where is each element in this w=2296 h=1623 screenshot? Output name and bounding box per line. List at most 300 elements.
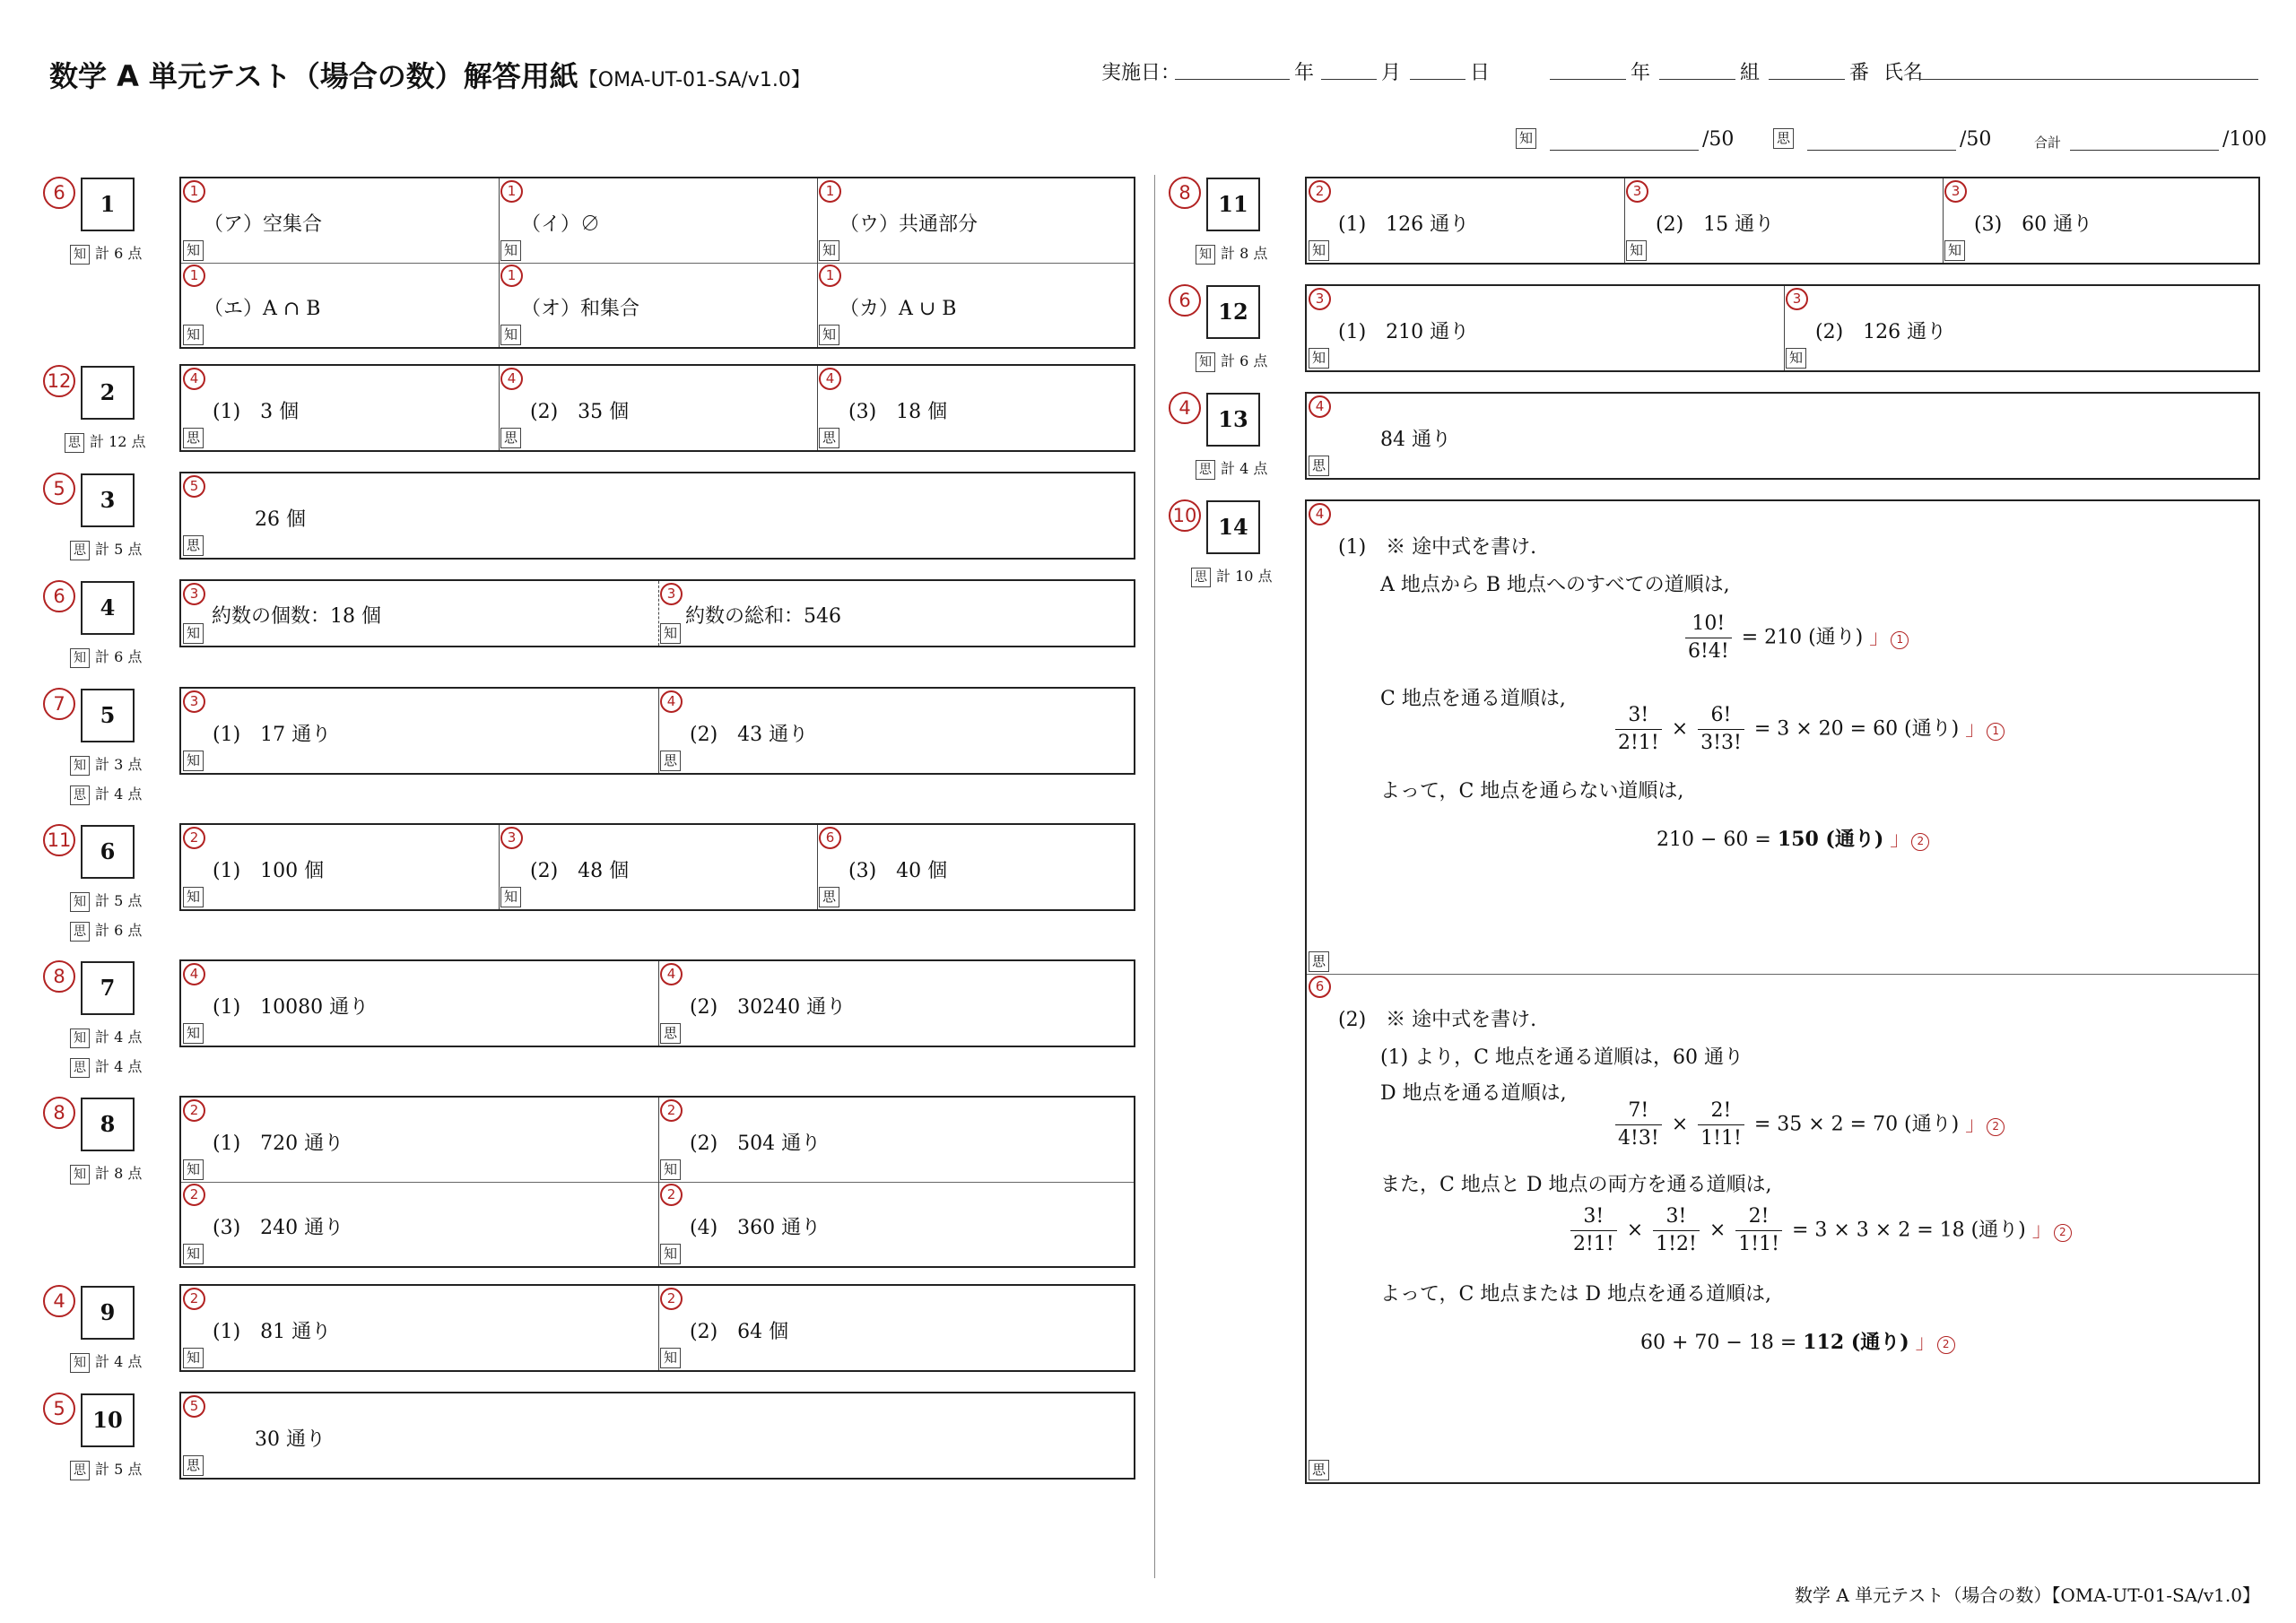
answer-text: (2) 15 通り	[1656, 213, 1775, 236]
ki-score-tag: 知	[1516, 128, 1536, 149]
q5-answer-box	[179, 687, 1135, 775]
q12-pts-text: 計 6 点	[1221, 352, 1268, 369]
answer-text: (1) 10080 通り	[213, 996, 370, 1019]
grade-field[interactable]	[1550, 57, 1626, 80]
q11-cell-1[interactable]	[1307, 178, 1624, 263]
numerator: 3!	[1653, 1203, 1700, 1231]
q8-cell-1[interactable]	[181, 1098, 658, 1182]
work-line: D 地点を通る道順は,	[1380, 1082, 1567, 1105]
partial-score-circle: 4	[1309, 395, 1331, 418]
q8-number: 8	[81, 1098, 135, 1151]
q7-pts1-text: 計 4 点	[95, 1028, 143, 1046]
q2-cell-1[interactable]	[181, 366, 499, 450]
category-tag: 知	[500, 325, 521, 345]
date-label: 実施日：	[1101, 62, 1181, 84]
partial-score-circle: 3	[500, 827, 523, 849]
answer-text: (1) 720 通り	[213, 1133, 344, 1155]
category-tag: 思	[1309, 1460, 1329, 1480]
grade-label: 年	[1631, 62, 1651, 84]
q1-cell-o[interactable]	[499, 263, 817, 347]
answer-text: (2) 126 通り	[1815, 321, 1947, 343]
answer-text: (1) 81 通り	[213, 1321, 332, 1343]
category-tag: 思	[183, 1455, 204, 1476]
partial-score-circle: 3	[1309, 288, 1331, 310]
partial-score-circle: 4	[660, 963, 683, 985]
category-tag: 思	[660, 1023, 681, 1044]
q1-cell-e[interactable]	[181, 263, 499, 347]
answer-text: 26 個	[255, 508, 306, 531]
q7-cell-1[interactable]	[181, 961, 658, 1046]
q4-answer-box	[179, 579, 1135, 647]
category-tag: 知	[500, 240, 521, 261]
fraction	[1685, 611, 1732, 665]
q8-cell-3[interactable]	[181, 1182, 658, 1266]
answer-text: (2) 35 個	[530, 401, 630, 423]
number-field[interactable]	[1769, 57, 1845, 80]
q6-cell-1[interactable]	[181, 825, 499, 909]
answer-text: (1) 210 通り	[1338, 321, 1470, 343]
q5-tag-ki: 知	[70, 756, 90, 776]
answer-text: (1) 126 通り	[1338, 213, 1470, 236]
q1-points	[70, 242, 142, 265]
q4-cell-sum[interactable]	[658, 581, 1134, 646]
q6-cell-3[interactable]	[817, 825, 1134, 909]
q2-score-circle: 12	[43, 365, 75, 397]
q11-points	[1196, 242, 1267, 265]
q2-answer-box	[179, 364, 1135, 452]
q5-score-circle: 7	[43, 688, 75, 720]
q1-tag: 知	[70, 245, 90, 265]
q7-number: 7	[81, 961, 135, 1015]
equation-left: 210 − 60 =	[1657, 829, 1771, 851]
answer-text: 約数の個数：18 個	[212, 605, 381, 628]
q3-answer-box	[179, 472, 1135, 560]
answer-text: (2) 504 通り	[690, 1133, 822, 1155]
partial-score-circle: 6	[819, 827, 841, 849]
year-label: 年	[1294, 62, 1315, 84]
answer-text: (4) 360 通り	[690, 1217, 822, 1239]
category-tag: 知	[660, 1159, 681, 1180]
equation-result: = 210 (通り)	[1741, 626, 1864, 649]
q11-number: 11	[1206, 178, 1260, 231]
denominator: 6!4!	[1688, 640, 1729, 663]
partial-score-circle: 1	[183, 265, 205, 287]
name-field[interactable]	[1919, 57, 2258, 80]
category-tag: 知	[183, 623, 204, 644]
q6-pts1-text: 計 5 点	[95, 892, 143, 909]
q7-cell-2[interactable]	[658, 961, 1134, 1046]
grading-mark: 」 2	[1965, 1114, 2003, 1136]
q9-points	[70, 1350, 142, 1373]
numerator: 3!	[1615, 702, 1662, 730]
day-label: 日	[1470, 62, 1491, 84]
q14-part2[interactable]	[1307, 974, 2258, 1482]
q12-tag: 知	[1196, 352, 1215, 372]
answer-text: 約数の総和：546	[685, 605, 841, 628]
shi-score-tag: 思	[1773, 128, 1794, 149]
partial-score-circle: 6	[1309, 976, 1331, 998]
numerator: 2!	[1698, 1098, 1744, 1125]
category-tag: 思	[183, 535, 204, 556]
q9-score-circle: 4	[43, 1285, 75, 1317]
q12-answer-box	[1305, 284, 2260, 372]
fraction	[1570, 1203, 1617, 1258]
grading-mark: 」 1	[1965, 718, 2003, 741]
q12-score-circle: 6	[1169, 284, 1201, 317]
title-code: 【OMA-UT-01-SA/v1.0】	[578, 69, 811, 91]
q2-number: 2	[81, 366, 135, 420]
q5-cell-1[interactable]	[181, 689, 658, 773]
final-answer: 112 (通り)	[1803, 1331, 1909, 1354]
mark-circle: 2	[1911, 833, 1929, 851]
denominator: 1!1!	[1738, 1233, 1779, 1255]
q1-cell-ka[interactable]	[817, 263, 1134, 347]
category-tag: 思	[819, 887, 839, 907]
denominator: 2!1!	[1618, 732, 1659, 754]
answer-text: （カ）A ∪ B	[839, 298, 957, 320]
category-tag: 知	[660, 1244, 681, 1264]
denominator: 1!1!	[1700, 1127, 1742, 1150]
total-score-max: /100	[2222, 128, 2267, 151]
work-line: よって，C 地点を通らない道順は,	[1380, 780, 1684, 803]
partial-score-circle: 3	[1786, 288, 1808, 310]
numerator: 10!	[1685, 611, 1732, 638]
q2-cell-3[interactable]	[817, 366, 1134, 450]
partial-score-circle: 1	[500, 265, 523, 287]
denominator: 1!2!	[1656, 1233, 1697, 1255]
q11-cell-2[interactable]	[1624, 178, 1943, 263]
q8-cell-2[interactable]	[658, 1098, 1134, 1182]
q11-score-circle: 8	[1169, 177, 1201, 209]
answer-text: (2) 64 個	[690, 1321, 789, 1343]
q1-cell-u[interactable]	[817, 178, 1134, 263]
score-totals	[1516, 128, 2265, 155]
student-info-header	[1101, 57, 2258, 86]
numerator: 6!	[1698, 702, 1744, 730]
q9-number: 9	[81, 1286, 135, 1340]
equation-result: = 3 × 3 × 2 = 18 (通り)	[1791, 1219, 2026, 1242]
equation-result: = 3 × 20 = 60 (通り)	[1753, 717, 1960, 741]
answer-text: (3) 18 個	[848, 401, 948, 423]
mark-circle: 1	[1987, 723, 2005, 741]
q12-cell-1[interactable]	[1307, 286, 1784, 370]
q14-pts-text: 計 10 点	[1216, 568, 1273, 585]
denominator: 3!3!	[1700, 732, 1742, 754]
partial-score-circle: 2	[183, 827, 205, 849]
fraction	[1653, 1203, 1700, 1258]
category-tag: 思	[500, 428, 521, 448]
q9-answer-box	[179, 1284, 1135, 1372]
category-tag: 知	[660, 1348, 681, 1368]
q6-tag-ki: 知	[70, 892, 90, 912]
q3-cell[interactable]	[181, 473, 1134, 558]
q5-pts2-text: 計 4 点	[95, 785, 143, 803]
q6-number: 6	[81, 825, 135, 879]
category-tag: 思	[183, 428, 204, 448]
q14-tag: 思	[1191, 568, 1211, 587]
q13-number: 13	[1206, 393, 1260, 447]
q5-points-ki	[70, 753, 142, 776]
q6-answer-box	[179, 823, 1135, 911]
q9-tag: 知	[70, 1353, 90, 1373]
partial-score-circle: 3	[1944, 180, 1967, 203]
times-sign: ×	[1671, 717, 1689, 741]
q12-cell-2[interactable]	[1784, 286, 2258, 370]
name-label: 氏名	[1883, 62, 1924, 84]
q10-pts-text: 計 5 点	[95, 1461, 143, 1478]
category-tag: 知	[183, 325, 204, 345]
work-line: よって，C 地点または D 地点を通る道順は,	[1380, 1283, 1772, 1306]
work-line: (1) より，C 地点を通る道順は，60 通り	[1380, 1046, 1744, 1069]
numerator: 2!	[1735, 1203, 1782, 1231]
mark-circle: 2	[2054, 1224, 2072, 1242]
partial-score-circle: 5	[183, 1395, 205, 1418]
category-tag: 知	[819, 240, 839, 261]
q1-cell-i[interactable]	[499, 178, 817, 263]
q14-part1[interactable]	[1307, 501, 2258, 974]
category-tag: 知	[1944, 240, 1965, 261]
partial-score-circle: 1	[819, 180, 841, 203]
mark-circle: 2	[1937, 1336, 1955, 1354]
q7-points-ki	[70, 1026, 142, 1048]
equation-result: = 35 × 2 = 70 (通り)	[1753, 1113, 1960, 1136]
answer-text: 84 通り	[1380, 429, 1451, 451]
q13-cell[interactable]	[1307, 394, 2258, 478]
page-title	[49, 54, 811, 95]
q1-number: 1	[81, 178, 135, 231]
ki-score-max: /50	[1702, 128, 1735, 151]
q4-pts-text: 計 6 点	[95, 648, 143, 665]
category-tag: 思	[1309, 951, 1329, 972]
q6-points-shi	[70, 919, 142, 942]
total-label: 合計	[2034, 135, 2062, 151]
category-tag: 知	[183, 1348, 204, 1368]
partial-score-circle: 4	[660, 690, 683, 713]
answer-text: 30 通り	[255, 1428, 326, 1451]
q11-answer-box	[1305, 177, 2260, 265]
answer-text: (3) 40 個	[848, 860, 948, 882]
partial-score-circle: 2	[660, 1099, 683, 1122]
q8-score-circle: 8	[43, 1097, 75, 1129]
q3-tag: 思	[70, 541, 90, 560]
month-label: 月	[1381, 62, 1402, 84]
q4-number: 4	[81, 581, 135, 635]
formula-not-via-c	[1657, 824, 1927, 852]
q6-score-circle: 11	[43, 824, 75, 856]
numerator: 3!	[1570, 1203, 1617, 1231]
q6-pts2-text: 計 6 点	[95, 922, 143, 939]
q8-answer-box	[179, 1096, 1135, 1268]
q10-answer-box	[179, 1392, 1135, 1480]
fraction	[1698, 702, 1744, 757]
answer-text: (1) 3 個	[213, 401, 300, 423]
mark-circle: 2	[1987, 1118, 2005, 1136]
q14-score-circle: 10	[1169, 499, 1201, 532]
partial-score-circle: 2	[183, 1288, 205, 1310]
number-label: 番	[1849, 62, 1870, 84]
category-tag: 知	[500, 887, 521, 907]
q14-number: 14	[1206, 500, 1260, 554]
category-tag: 知	[183, 887, 204, 907]
category-tag: 知	[819, 325, 839, 345]
q7-points-shi	[70, 1055, 142, 1078]
formula-via-d	[1612, 1098, 2003, 1152]
ki-score-field[interactable]	[1550, 128, 1699, 151]
answer-text: （イ）∅	[521, 213, 601, 236]
q8-pts-text: 計 8 点	[95, 1165, 143, 1182]
partial-score-circle: 3	[183, 583, 205, 605]
denominator: 2!1!	[1573, 1233, 1614, 1255]
q3-number: 3	[81, 473, 135, 527]
q7-tag-ki: 知	[70, 1028, 90, 1048]
q2-points	[65, 430, 146, 453]
q13-score-circle: 4	[1169, 392, 1201, 424]
category-tag: 知	[1786, 348, 1806, 369]
q12-points	[1196, 350, 1267, 372]
denominator: 4!3!	[1618, 1127, 1659, 1150]
answer-text: (3) 240 通り	[213, 1217, 344, 1239]
answer-text: (3) 60 通り	[1974, 213, 2093, 236]
q2-cell-2[interactable]	[499, 366, 817, 450]
q6-cell-2[interactable]	[499, 825, 817, 909]
partial-score-circle: 2	[1309, 180, 1331, 203]
q5-pts1-text: 計 3 点	[95, 756, 143, 773]
answer-text: （オ）和集合	[521, 298, 640, 320]
class-field[interactable]	[1659, 57, 1735, 80]
times-sign: ×	[1709, 1219, 1726, 1242]
q9-cell-1[interactable]	[181, 1286, 658, 1370]
q13-pts-text: 計 4 点	[1221, 460, 1268, 477]
category-tag: 思	[819, 428, 839, 448]
q7-pts2-text: 計 4 点	[95, 1058, 143, 1075]
q7-score-circle: 8	[43, 960, 75, 993]
partial-score-circle: 2	[660, 1184, 683, 1206]
q7-answer-box	[179, 959, 1135, 1047]
instruction-text: (2) ※ 途中式を書け.	[1338, 1009, 1537, 1031]
q13-points	[1196, 457, 1267, 480]
formula-total-paths	[1682, 611, 1907, 665]
q13-tag: 思	[1196, 460, 1215, 480]
q8-points	[70, 1162, 142, 1185]
q8-cell-4[interactable]	[658, 1182, 1134, 1266]
q1-score-circle: 6	[43, 177, 75, 209]
q3-score-circle: 5	[43, 473, 75, 505]
q7-tag-shi: 思	[70, 1058, 90, 1078]
shi-score-field[interactable]	[1807, 128, 1956, 151]
q9-pts-text: 計 4 点	[95, 1353, 143, 1370]
answer-text: （ア）空集合	[204, 213, 323, 236]
equation-left: 60 + 70 − 18 =	[1640, 1332, 1797, 1354]
partial-score-circle: 4	[1309, 503, 1331, 525]
class-label: 組	[1740, 62, 1761, 84]
grading-mark: 」 2	[1916, 1332, 1953, 1354]
category-tag: 知	[1309, 348, 1329, 369]
q9-cell-2[interactable]	[658, 1286, 1134, 1370]
partial-score-circle: 4	[819, 368, 841, 390]
fraction	[1698, 1098, 1744, 1152]
grading-mark: 」 2	[2032, 1219, 2070, 1242]
partial-score-circle: 1	[819, 265, 841, 287]
answer-text: (1) 17 通り	[213, 724, 332, 746]
answer-text: (2) 43 通り	[690, 724, 809, 746]
partial-score-circle: 4	[183, 368, 205, 390]
date-year-field[interactable]	[1175, 57, 1290, 80]
q8-tag: 知	[70, 1165, 90, 1185]
q1-answer-box	[179, 177, 1135, 349]
q5-tag-shi: 思	[70, 785, 90, 805]
category-tag: 知	[1309, 240, 1329, 261]
final-answer: 150 (通り)	[1777, 828, 1884, 851]
q11-pts-text: 計 8 点	[1221, 245, 1268, 262]
q5-points-shi	[70, 783, 142, 805]
q10-number: 10	[81, 1393, 135, 1447]
q13-answer-box	[1305, 392, 2260, 480]
answer-text: (1) 100 個	[213, 860, 325, 882]
q14-answer-box	[1305, 499, 2260, 1484]
category-tag: 知	[183, 751, 204, 771]
formula-via-c	[1612, 702, 2003, 757]
formula-via-c-or-d	[1640, 1327, 1953, 1355]
q3-points	[70, 538, 142, 560]
category-tag: 知	[183, 1244, 204, 1264]
q1-cell-a[interactable]	[181, 178, 499, 263]
q10-points	[70, 1458, 142, 1480]
times-sign: ×	[1671, 1113, 1689, 1136]
date-day-field[interactable]	[1410, 57, 1465, 80]
answer-text: （ウ）共通部分	[839, 213, 978, 236]
q6-tag-shi: 思	[70, 922, 90, 942]
partial-score-circle: 3	[183, 690, 205, 713]
grading-mark: 」 1	[1869, 627, 1907, 649]
partial-score-circle: 3	[1626, 180, 1648, 203]
q4-cell-count[interactable]	[181, 581, 658, 646]
answer-text: （エ）A ∩ B	[204, 298, 321, 320]
partial-score-circle: 2	[660, 1288, 683, 1310]
fraction	[1615, 1098, 1662, 1152]
shi-score-max: /50	[1960, 128, 1992, 151]
partial-score-circle: 3	[660, 583, 683, 605]
formula-via-both	[1567, 1203, 2070, 1258]
category-tag: 知	[660, 623, 681, 644]
partial-score-circle: 1	[500, 180, 523, 203]
q5-number: 5	[81, 689, 135, 742]
numerator: 7!	[1615, 1098, 1662, 1125]
mark-circle: 1	[1891, 631, 1909, 649]
partial-score-circle: 4	[183, 963, 205, 985]
fraction	[1615, 702, 1662, 757]
q4-score-circle: 6	[43, 580, 75, 612]
partial-score-circle: 1	[183, 180, 205, 203]
date-month-field[interactable]	[1321, 57, 1377, 80]
grading-mark: 」 2	[1890, 829, 1927, 851]
footer: 数学 A 単元テスト（場合の数）【OMA-UT-01-SA/v1.0】	[1794, 1584, 2260, 1606]
partial-score-circle: 5	[183, 475, 205, 498]
q1-pts-text: 計 6 点	[95, 245, 143, 262]
q11-cell-3[interactable]	[1943, 178, 2258, 263]
q14-points	[1191, 565, 1273, 587]
q11-tag: 知	[1196, 245, 1215, 265]
title-text: 数学 A 単元テスト（場合の数）解答用紙	[49, 59, 578, 93]
q4-tag: 知	[70, 648, 90, 668]
q10-cell[interactable]	[181, 1393, 1134, 1478]
q5-cell-2[interactable]	[658, 689, 1134, 773]
work-line: また，C 地点と D 地点の両方を通る道順は,	[1380, 1174, 1772, 1196]
total-score-field[interactable]	[2070, 128, 2219, 151]
q10-tag: 思	[70, 1461, 90, 1480]
category-tag: 知	[183, 1159, 204, 1180]
q4-points	[70, 646, 142, 668]
work-line: C 地点を通る道順は,	[1380, 688, 1566, 710]
